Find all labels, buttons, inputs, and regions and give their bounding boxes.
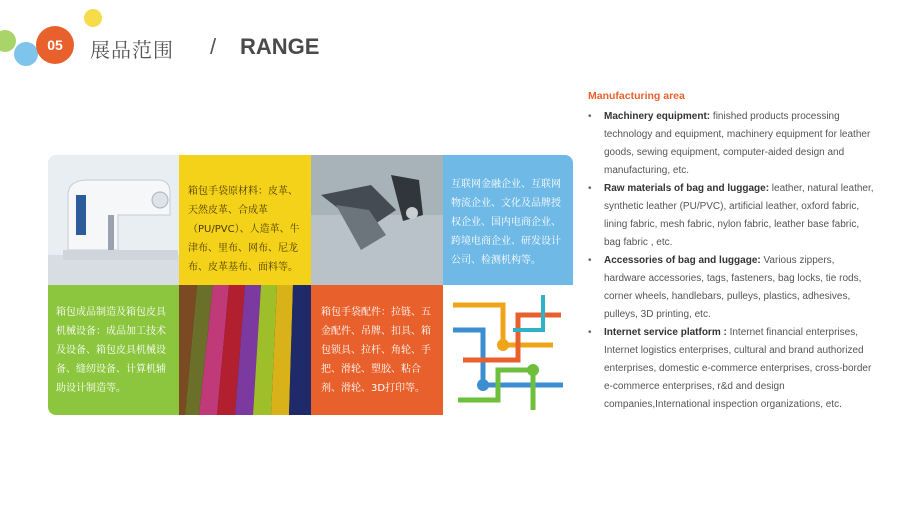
accessories-text: 箱包手袋配件：拉链、五金配件、吊牌、扣具、箱包锁具、拉杆、角轮、手把、滑轮、塑胶、粘合剂、滑轮、3D打印等。 bbox=[321, 307, 431, 394]
decor-dot-green bbox=[0, 30, 16, 52]
section-number-badge: 05 bbox=[36, 26, 74, 64]
raw-materials-block bbox=[179, 155, 311, 285]
list-item: • Accessories of bag and luggage: Various zippers, hardware accessories, tags, fasteners, bag locks, tie rods, corner wheels, handlebars, pulleys, plastics, adhesives, pulleys, 3D printing, etc. bbox=[588, 252, 878, 324]
raw-materials-text: 箱包手袋原材料：皮革、天然皮革、合成革（PU/PVC）、人造革、牛津布、里布、网布、尼龙布、皮革基布、面料等。 bbox=[188, 186, 300, 273]
decor-dot-blue bbox=[14, 42, 38, 66]
decor-dot-yellow bbox=[84, 9, 102, 27]
infographic-arrows-image bbox=[443, 285, 573, 415]
sewing-machine-image bbox=[48, 155, 179, 285]
manufacturing-area-panel bbox=[588, 90, 878, 414]
machinery-block bbox=[48, 285, 179, 415]
page-title-en: RANGE bbox=[240, 34, 320, 59]
zipper-image bbox=[311, 155, 443, 285]
manufacturing-heading: Manufacturing area bbox=[588, 90, 685, 102]
accessories-block bbox=[311, 285, 443, 415]
fabric-swatches-image bbox=[179, 285, 311, 415]
list-item: • Machinery equipment: finished products processing technology and equipment, machinery equipment for leather goods, sewing equipment, computer-aided design and manufacturing, etc. bbox=[588, 108, 878, 180]
exhibit-grid bbox=[48, 155, 573, 415]
page-title-cn: 展品范围 bbox=[90, 38, 174, 62]
machinery-text: 箱包成品制造及箱包皮具机械设备：成品加工技术及设备、箱包皮具机械设备、缝纫设备、计算机辅助设计制造等。 bbox=[56, 307, 166, 394]
title-separator: / bbox=[210, 34, 217, 59]
internet-text: 互联网金融企业、互联网物流企业、文化及品牌授权企业、国内电商企业、跨境电商企业、研发设计公司、检测机构等。 bbox=[451, 179, 561, 266]
list-item: • Raw materials of bag and luggage: leather, natural leather, synthetic leather (PU/PVC), artificial leather, oxford fabric, lining fabric, mesh fabric, nylon fabric, leather base fabric, bag fabric , etc. bbox=[588, 180, 878, 252]
internet-block bbox=[443, 155, 573, 285]
list-item: • Internet service platform : Internet financial enterprises, Internet logistics enterprises, cultural and brand authorized enterprises, domestic e-commerce enterprises, cross-border e-commerce enterprises, r&d and design companies,International inspection organizations, etc. bbox=[588, 324, 878, 414]
